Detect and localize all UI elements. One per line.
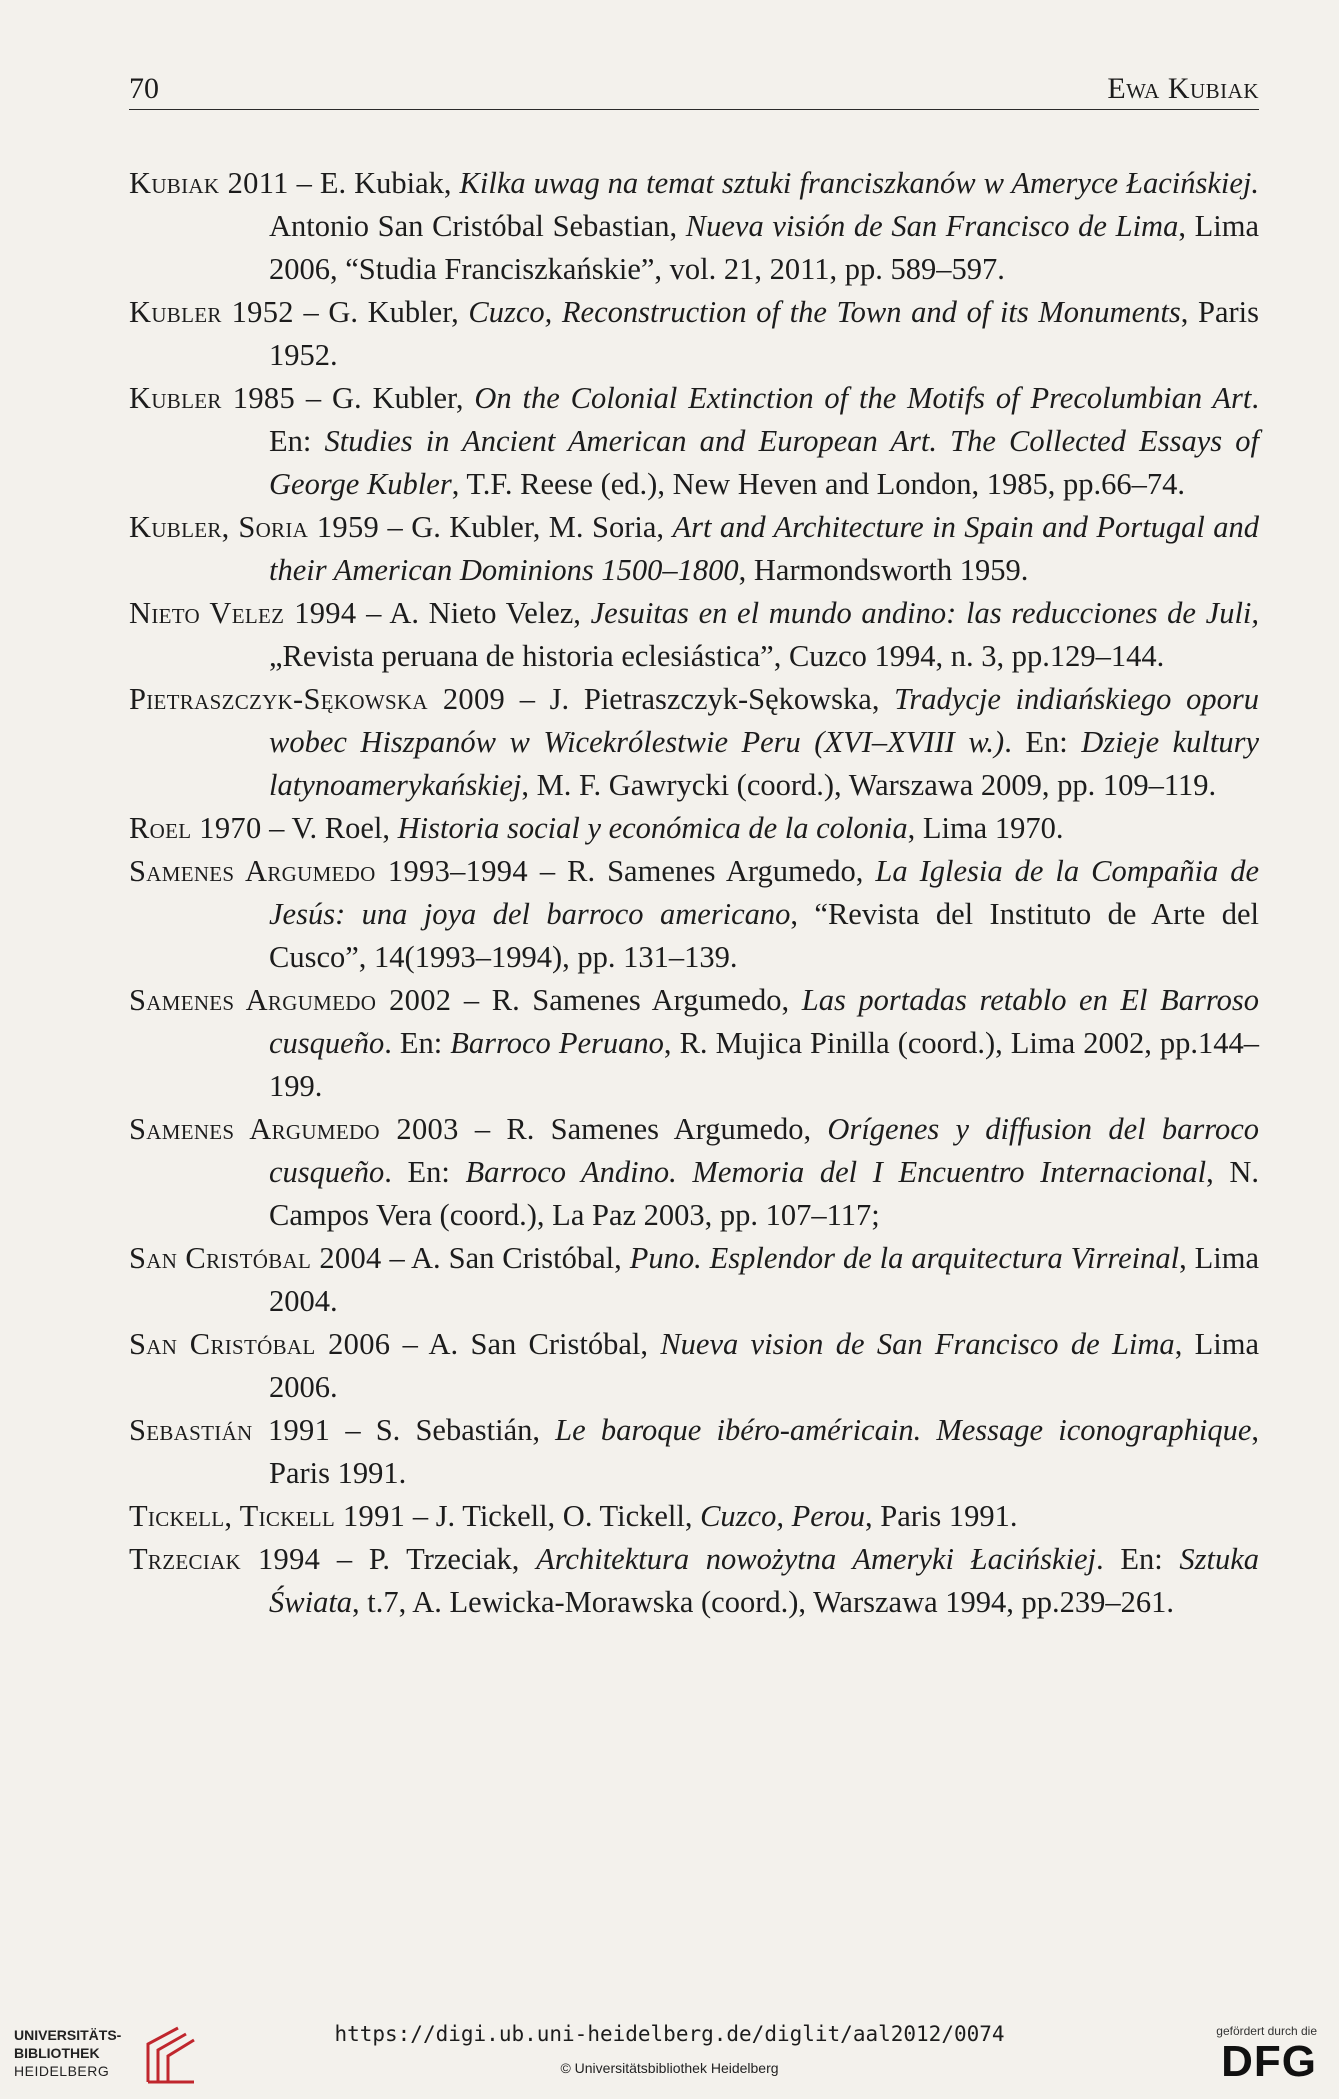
bibliography-entry [129,1237,1259,1323]
entry-text: – R. Samenes Argumedo, [458,1112,828,1146]
entry-title: Art and Architecture in Spain and Portugal and their American Dominions 1500–1800 [269,510,1259,587]
entry-title: Las portadas retablo en El Barroso cusqueño [269,983,1259,1060]
entry-text: , Lima 2004. [269,1241,1260,1318]
bibliography-entry [129,162,1259,291]
entry-title: La Iglesia de la Compañia de Jesús: una joya del barroco americano [269,854,1259,931]
entry-text: . En: [384,1155,466,1189]
entry-text: – R. Samenes Argumedo, [527,854,876,888]
entry-text: , Harmondsworth 1959. [738,553,1029,587]
bibliography-entry [129,1538,1259,1624]
entry-title: On the Colonial Extinction of the Motifs of Precolumbian Art [474,381,1252,415]
entry-title: Cuzco, Reconstruction of the Town and of its Monuments [468,295,1181,329]
source-url-link[interactable]: https://digi.ub.uni-heidelberg.de/diglit/aal2012/0074 [334,2022,1005,2046]
entry-author: Kubler 1952 [129,295,294,329]
entry-text: – A. San Cristóbal, [390,1327,661,1361]
entry-text: – J. Tickell, O. Tickell, [405,1499,701,1533]
entry-title: Nueva visión de San Francisco de Lima [685,209,1179,243]
footer [0,2010,1339,2099]
page-header [129,70,1259,110]
entry-text: , T.F. Reese (ed.), New Heven and London, 1985, pp.66–74. [451,467,1186,501]
entry-title: Studies in Ancient American and European Art. The Collected Essays of George Kubler [269,424,1259,501]
entry-title: Le baroque ibéro-américain. Message iconographique [555,1413,1252,1447]
entry-text: „Revista peruana de historia eclesiástica”, Cuzco 1994, n. 3, pp.129–144. [269,639,1165,673]
entry-author: Trzeciak 1994 [129,1542,321,1576]
entry-title: Orígenes y diffusion del barroco cusqueño [269,1112,1259,1189]
bibliography-entry [129,506,1259,592]
bibliography-list [129,162,1259,1624]
bibliography-entry [129,1323,1259,1409]
page-number: 70 [129,72,159,105]
entry-author: Nieto Velez 1994 [129,596,357,630]
copyright-notice: © Universitätsbibliothek Heidelberg [560,2060,779,2076]
entry-text: – J. Pietraszczyk-Sękowska, [505,682,895,716]
library-name-line: UNIVERSITÄTS- [14,2027,122,2043]
entry-text: . En: [1004,725,1082,759]
entry-text: . En: [1096,1542,1180,1576]
entry-text: , Lima 2006. [269,1327,1259,1404]
entry-title: Barroco Andino. Memoria del I Encuentro Internacional [465,1155,1207,1189]
entry-author: Sebastián 1991 [129,1413,331,1447]
entry-title: Puno. Esplendor de la arquitectura Virreinal [629,1241,1180,1275]
entry-title: Kilka uwag na temat sztuki franciszkanów w Ameryce Łacińskiej. [459,166,1260,200]
entry-author: Kubler, Soria 1959 [129,510,380,544]
entry-author: Pietraszczyk-Sękowska 2009 [129,682,506,716]
library-name-line: BIBLIOTHEK [14,2045,100,2061]
entry-text: , “Revista del Instituto de Arte del Cusco”, 14(1993–1994), pp. 131–139. [269,897,1259,974]
entry-text: , M. F. Gawrycki (coord.), Warszawa 2009, pp. 109–119. [521,768,1217,802]
bibliography-entry [129,291,1259,377]
entry-text: . En: [269,381,1259,458]
dfg-caption: gefördert durch die [1216,2024,1317,2038]
entry-title: Barroco Peruano [450,1026,664,1060]
running-head: Ewa Kubiak [1107,72,1259,105]
bibliography-entry [129,592,1259,678]
entry-text: – R. Samenes Argumedo, [451,983,802,1017]
entry-author: San Cristóbal 2006 [129,1327,391,1361]
entry-title: Nueva vision de San Francisco de Lima [660,1327,1175,1361]
entry-text: , Lima 2006, “Studia Franciszkańskie”, vol. 21, 2011, pp. 589–597. [269,209,1259,286]
entry-text: – A. San Cristóbal, [381,1241,630,1275]
entry-author: Kubiak 2011 [129,166,289,200]
entry-text: , Paris 1952. [269,295,1259,372]
entry-text: , N. Campos Vera (coord.), La Paz 2003, pp. 107–117; [269,1155,1260,1232]
entry-text: – G. Kubler, [295,381,475,415]
entry-text: – G. Kubler, [293,295,469,329]
bibliography-entry [129,1409,1259,1495]
entry-title: Dzieje kultury latynoamerykańskiej [269,725,1259,802]
entry-text: – P. Trzeciak, [320,1542,537,1576]
entry-author: Roel 1970 [129,811,262,845]
bibliography-entry [129,1108,1259,1237]
entry-title: Historia social y económica de la colonia [397,811,908,845]
library-name-line: HEIDELBERG [14,2063,110,2079]
entry-text: – A. Nieto Velez, [356,596,591,630]
entry-text: – V. Roel, [261,811,398,845]
entry-author: Kubler 1985 [129,381,296,415]
dfg-funding [1197,2024,1317,2086]
entry-text: – S. Sebastián, [330,1413,556,1447]
entry-text: , R. Mujica Pinilla (coord.), Lima 2002, pp.144–199. [269,1026,1259,1103]
entry-author: Samenes Argumedo 2002 [129,983,452,1017]
bibliography-entry [129,377,1259,506]
entry-title: Architektura nowożytna Ameryki Łacińskiej [536,1542,1097,1576]
entry-author: Samenes Argumedo 2003 [129,1112,459,1146]
entry-title: Jesuitas en el mundo andino: las reducciones de Juli, [590,596,1260,630]
entry-text: , Lima 1970. [907,811,1064,845]
bibliography-entry [129,678,1259,807]
entry-author: Tickell, Tickell 1991 [129,1499,406,1533]
entry-text: . En: [384,1026,451,1060]
bibliography-entry [129,850,1259,979]
bibliography-entry [129,979,1259,1108]
bibliography-entry [129,1495,1259,1538]
entry-text: – E. Kubiak, [288,166,460,200]
entry-text: Antonio San Cristóbal Sebastian, [269,209,686,243]
bibliography-entry [129,807,1259,850]
dfg-logo: DFG [1221,2037,1317,2086]
entry-title: Cuzco, Perou [700,1499,865,1533]
entry-author: Samenes Argumedo 1993–1994 [129,854,528,888]
entry-title: Tradycje indiańskiego oporu wobec Hiszpanów w Wicekrólestwie Peru (XVI–XVIII w.) [269,682,1259,759]
entry-author: San Cristóbal 2004 [129,1241,382,1275]
entry-text: , t.7, A. Lewicka-Morawska (coord.), Warszawa 1994, pp.239–261. [352,1585,1175,1619]
entry-text: , Paris 1991. [865,1499,1018,1533]
entry-text: , Paris 1991. [269,1413,1259,1490]
entry-title: Sztuka Świata [269,1542,1260,1619]
entry-text: – G. Kubler, M. Soria, [379,510,673,544]
